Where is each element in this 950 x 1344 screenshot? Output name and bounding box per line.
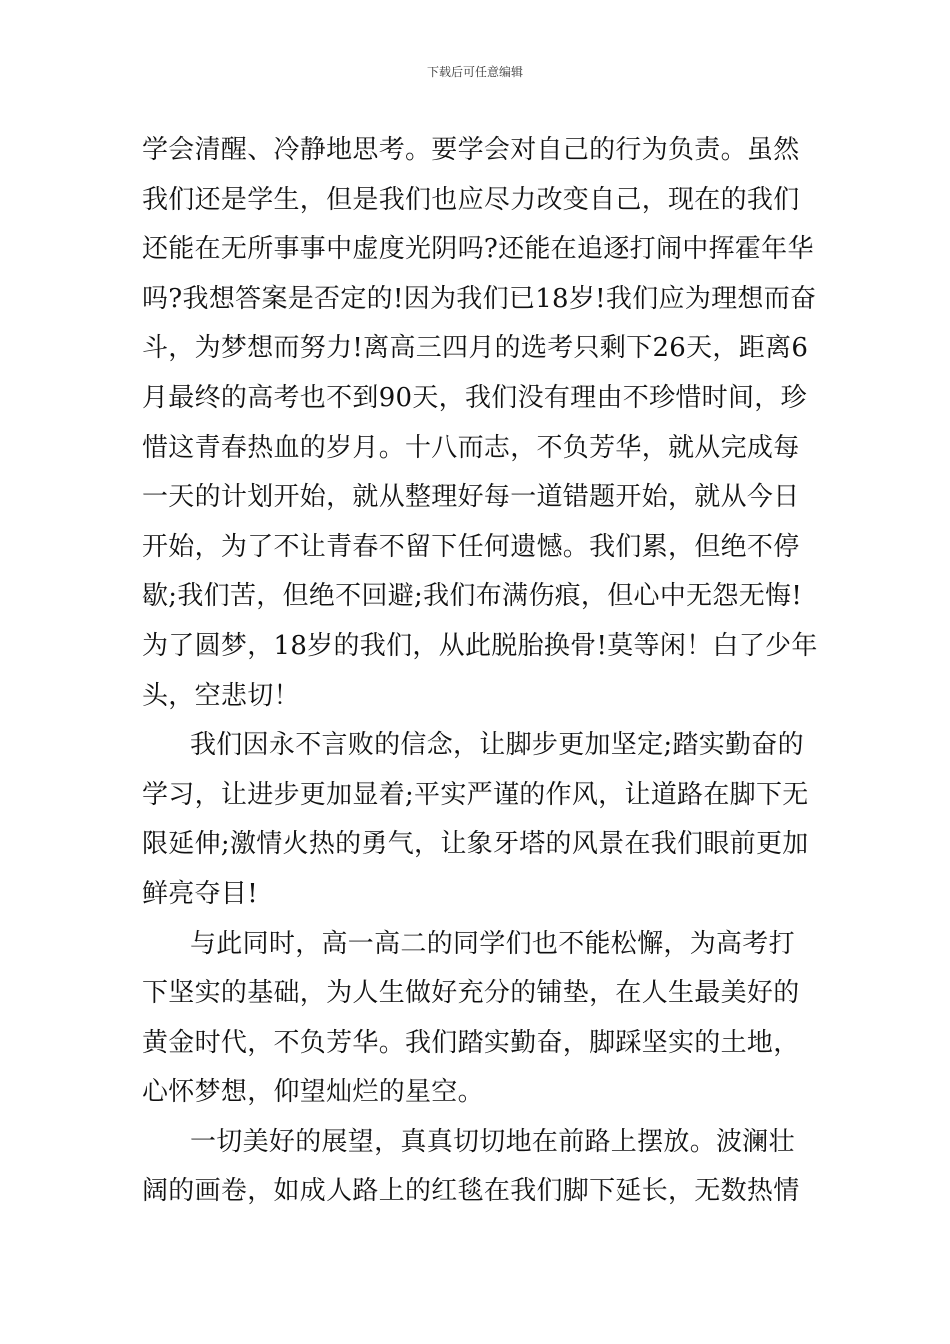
paragraph-first-line: 一切美好的展望，真真切切地在前路上摆放。波澜壮 — [190, 1126, 795, 1157]
text-line: 鲜亮夺目! — [142, 878, 258, 909]
text-line: 黄金时代，不负芳华。我们踏实勤奋，脚踩坚实的土地， — [142, 1027, 800, 1058]
text-line: 阔的画卷，如成人路上的红毯在我们脚下延长，无数热情 — [142, 1176, 800, 1207]
text-line: 头，空悲切！ — [142, 680, 300, 711]
text-line: 下坚实的基础，为人生做好充分的铺垫，在人生最美好的 — [142, 978, 800, 1009]
text-line: 一天的计划开始，就从整理好每一道错题开始，就从今日 — [142, 482, 800, 513]
text-line: 还能在无所事事中虚度光阴吗?还能在追逐打闹中挥霍年华 — [142, 234, 814, 265]
paragraph-first-line: 与此同时，高一高二的同学们也不能松懈，为高考打 — [190, 928, 795, 959]
text-line: 斗，为梦想而努力!离高三四月的选考只剩下26天，距离6 — [142, 333, 809, 364]
text-line: 开始，为了不让青春不留下任何遗憾。我们累，但绝不停 — [142, 531, 800, 562]
text-line: 学会清醒、冷静地思考。要学会对自己的行为负责。虽然 — [142, 135, 800, 165]
text-line: 学习，让进步更加显着;平实严谨的作风，让道路在脚下无 — [142, 779, 809, 810]
text-line: 限延伸;激情火热的勇气，让象牙塔的风景在我们眼前更加 — [142, 829, 809, 860]
document-body — [142, 126, 818, 1217]
text-line: 歇;我们苦，但绝不回避;我们布满伤痕，但心中无怨无悔! — [142, 581, 803, 612]
text-line: 为了圆梦，18岁的我们，从此脱胎换骨!莫等闲！白了少年 — [142, 630, 818, 661]
text-line: 心怀梦想，仰望灿烂的星空。 — [142, 1077, 484, 1108]
text-line: 吗?我想答案是否定的!因为我们已18岁!我们应为理想而奋 — [142, 283, 817, 314]
text-line: 惜这青春热血的岁月。十八而志，不负芳华，就从完成每 — [142, 432, 800, 463]
text-line: 我们还是学生，但是我们也应尽力改变自己，现在的我们 — [142, 184, 800, 215]
text-line: 月最终的高考也不到90天，我们没有理由不珍惜时间，珍 — [142, 382, 807, 413]
page-header: 下载后可任意编辑 — [426, 65, 523, 79]
paragraph-first-line: 我们因永不言败的信念，让脚步更加坚定;踏实勤奋的 — [190, 730, 804, 761]
